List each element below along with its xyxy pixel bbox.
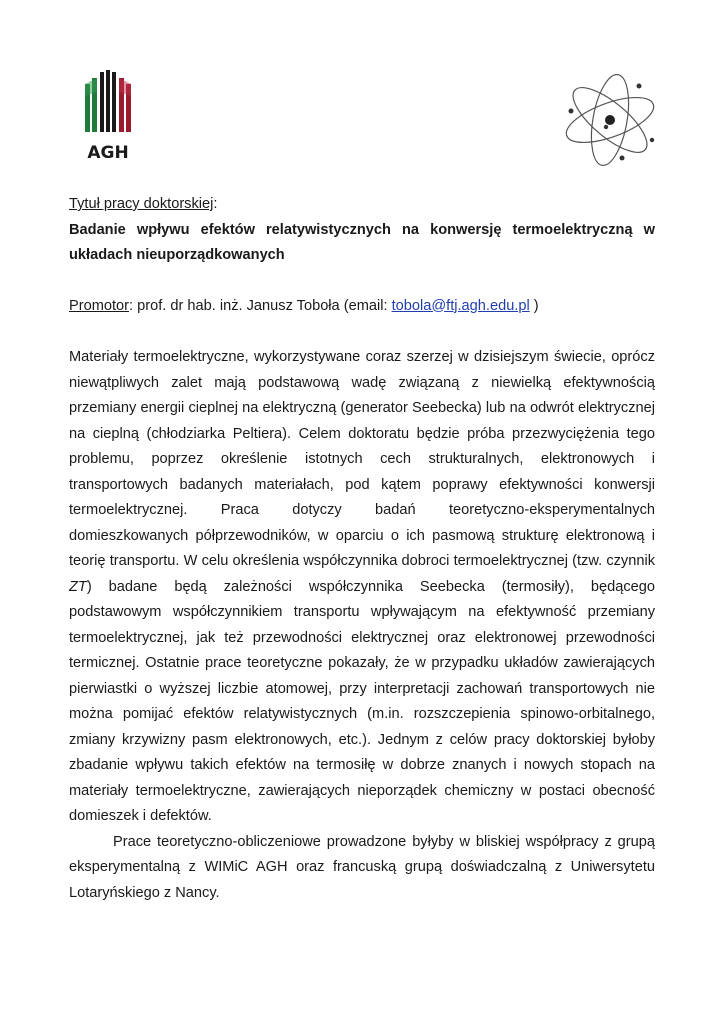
agh-logo — [83, 70, 133, 162]
atom-logo — [560, 70, 660, 170]
para1-part2: ) badane będą zależności współczynnika Seebecka (termosiły), będącego podstawowym współczynnikiem transportu wpływającym na efektywność przemiany termoelektrycznej, jak też przewodności elektrycznej oraz elektronowej przewodności termicznej. Ostatnie prace teoretyczne pokazały, że w przypadku układów zawierających pierwiastki o wyższej liczbie atomowej, przy interpretacji zachowań transportowych nie można pomijać efektów relatywistycznych (m.in. rozszczepienia spinowo-orbitalnego, zmiany krzywizny pasm elektronowych, etc.). Jednym z celów pracy doktorskiej byłoby zbadanie wpływu takich efektów na termosiłę w dobrze znanych i nowych stopach na materiały termoelektryczne, zawierających nieporządek chemiczny w postaci obecność domieszek i defektów. — [69, 578, 655, 824]
document-content — [69, 192, 655, 906]
title-label: Tytuł pracy doktorskiej — [69, 196, 214, 212]
body-paragraph-2: Prace teoretyczno-obliczeniowe prowadzone byłyby w bliskiej współpracy z grupą eksperymentalną z WIMiC AGH oraz francuską grupą doświadczalną z Uniwersytetu Lotaryńskiego z Nancy. — [69, 833, 655, 901]
electron-icon — [650, 138, 654, 142]
body-paragraph-1 — [69, 345, 655, 830]
para1-part1: Materiały termoelektryczne, wykorzystywane coraz szerzej w dzisiejszym świecie, oprócz niewątpliwych zalet mają podstawową wadę związaną z niewielką efektywnością przemiany energii cieplnej na elektryczną (generator Seebecka) lub na odwrót elektrycznej na cieplną (chłodziarka Peltiera). Celem doktoratu będzie próba przezwyciężenia tego problemu, poprzez określenie istotnych cech strukturalnych, elektronowych i transportowych badanych materiałach, pod kątem poprawy efektywności konwersji termoelektrycznej. Praca dotyczy badań teoretyczno-eksperymentalnych domieszkowanych półprzewodników, w oparciu o ich pasmową strukturę elektronową i teorię transportu. W celu określenia współczynnika dobroci termoelektrycznej (tzw. czynnik — [69, 349, 655, 569]
title-label-line — [69, 192, 655, 218]
electron-icon — [637, 84, 642, 89]
promotor-suffix: ) — [529, 297, 539, 314]
title-label-suffix: : — [213, 196, 218, 212]
para1-italic-zt: ZT — [69, 578, 87, 595]
electron-icon — [620, 156, 625, 161]
promotor-line — [69, 294, 655, 320]
nucleus-icon — [605, 115, 615, 125]
agh-logo-bars — [85, 70, 131, 132]
promotor-email-link[interactable]: tobola@ftj.agh.edu.pl — [391, 297, 530, 314]
promotor-text: : prof. dr hab. inż. Janusz Toboła (email: — [129, 297, 392, 314]
thesis-title: Badanie wpływu efektów relatywistycznych na konwersję termoelektryczną w układach nieuporządkowanych — [69, 221, 655, 263]
agh-logo-text: AGH — [87, 143, 129, 162]
electron-icon — [569, 109, 574, 114]
promotor-label: Promotor — [69, 297, 130, 314]
